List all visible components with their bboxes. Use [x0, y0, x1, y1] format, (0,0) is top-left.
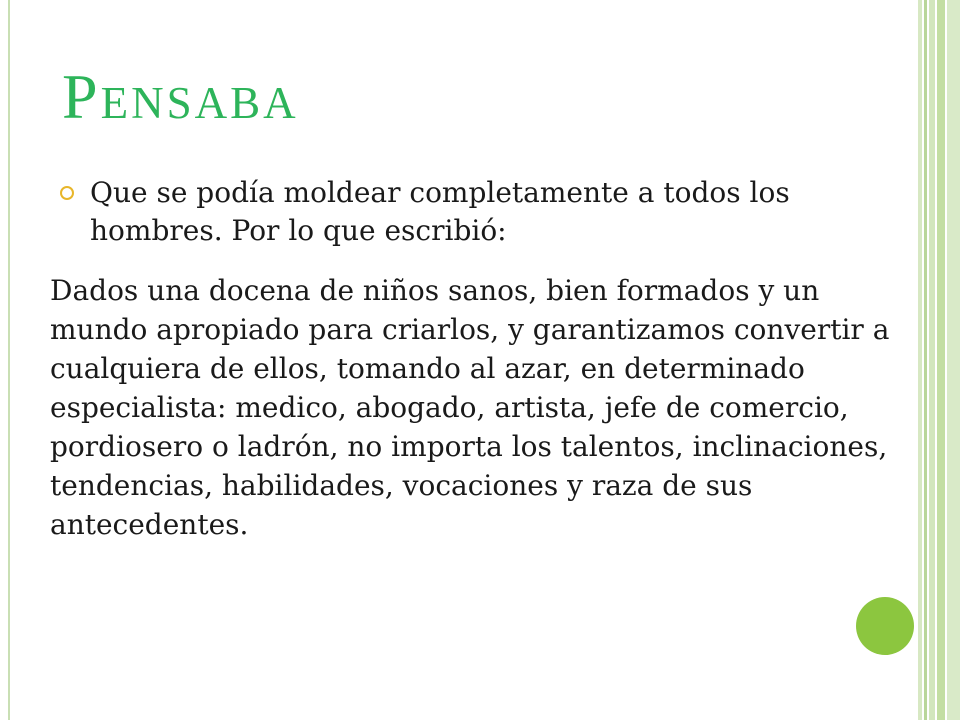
ring-bullet-icon	[60, 186, 74, 200]
right-stripe	[937, 0, 945, 720]
slide-title: Pensaba	[62, 61, 299, 132]
bullet-text: Que se podía moldear completamente a todos los hombres. Por lo que escribió:	[90, 176, 790, 247]
body-paragraph: Dados una docena de niños sanos, bien formados y un mundo apropiado para criarlos, y garantizamos convertir a cualquiera de ellos, tomando al azar, en determinado especialista: medico, abogado, artista, jefe de comercio, pordiosero o ladrón, no importa los talentos, inclinaciones, tendencias, habilidades, vocaciones y raza de sus antecedentes.	[50, 274, 890, 541]
right-stripe	[918, 0, 922, 720]
right-stripe	[947, 0, 960, 720]
frame-left-line	[8, 0, 10, 720]
right-stripe	[924, 0, 927, 720]
right-stripe	[929, 0, 935, 720]
decorative-circle	[856, 597, 914, 655]
